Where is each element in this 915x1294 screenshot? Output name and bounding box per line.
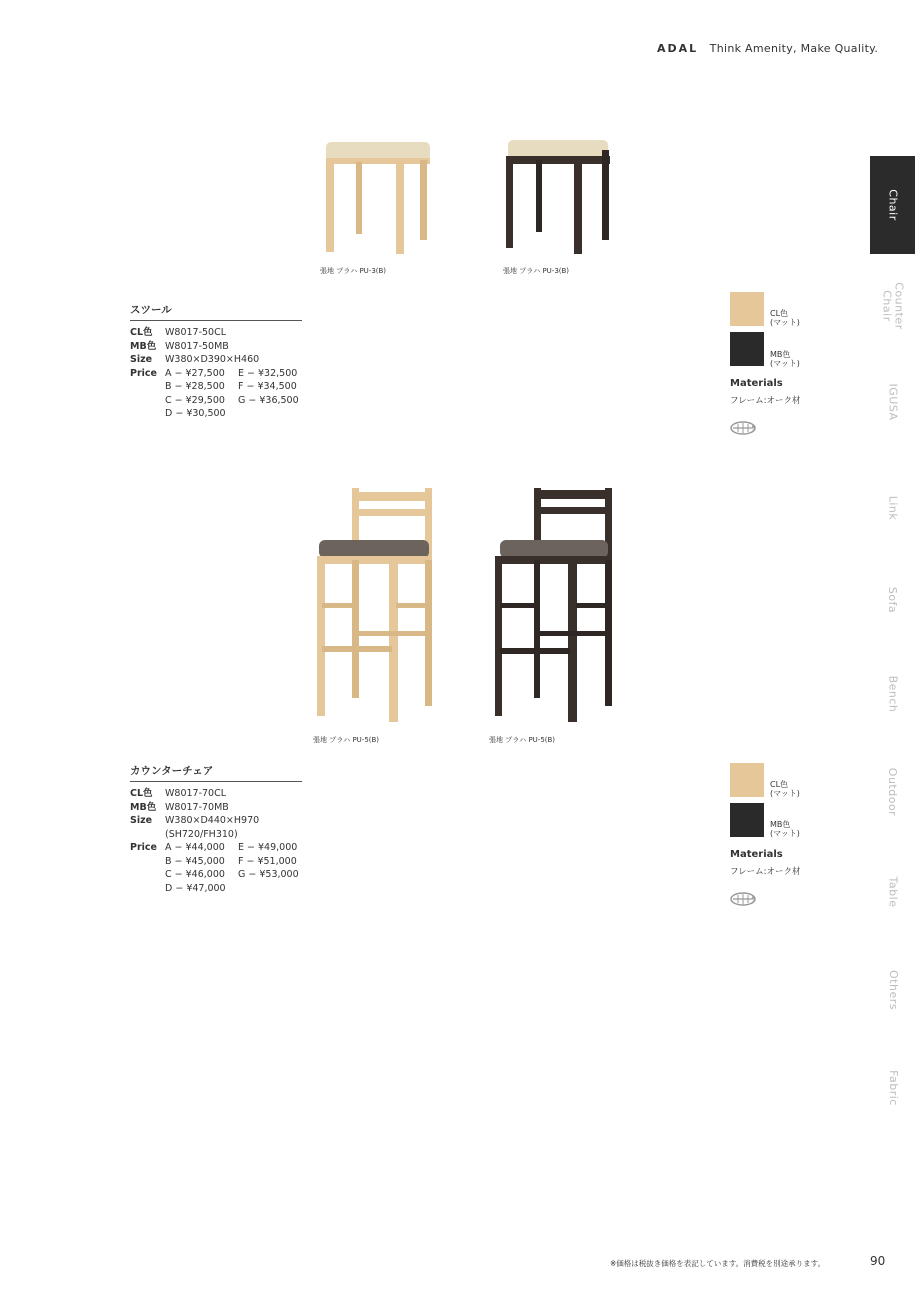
tab-chair[interactable] <box>870 156 915 254</box>
mb-code: W8017-70MB <box>165 801 229 813</box>
counter-swatch-mb-label: MB色 (マット) <box>770 820 800 838</box>
tab-counter-chair[interactable] <box>870 266 915 346</box>
price-b: B − ¥45,000 <box>165 855 225 867</box>
cl-code: W8017-50CL <box>165 327 227 338</box>
price-f: F − ¥51,000 <box>238 855 297 867</box>
counter-mb-caption: 張地 プラハ PU-5(B) <box>489 736 556 744</box>
tab-igusa[interactable] <box>870 372 915 432</box>
tab-others[interactable] <box>870 960 915 1020</box>
stool-materials-title: Materials <box>730 378 783 389</box>
counter-title: カウンターチェア <box>130 763 302 782</box>
price-e: E − ¥32,500 <box>238 367 298 379</box>
counter-swatch-cl-label: CL色 (マット) <box>770 780 800 798</box>
stool-title: スツール <box>130 302 302 321</box>
counter-chair-mb-photo <box>492 486 617 726</box>
counter-swatch-cl <box>730 763 764 797</box>
price-f: F − ¥34,500 <box>238 381 297 392</box>
certification-mark-icon <box>730 421 758 435</box>
price-g: G − ¥53,000 <box>238 869 299 880</box>
tab-label: Chair <box>886 189 900 221</box>
counter-materials-title: Materials <box>730 849 783 860</box>
stool-spec <box>130 302 302 421</box>
tab-label: Sofa <box>886 586 900 614</box>
price-g: G − ¥36,500 <box>238 394 299 406</box>
price-e: E − ¥49,000 <box>238 842 298 853</box>
tab-label: Outdoor <box>886 767 900 817</box>
cl-label: CL色 <box>130 327 153 338</box>
price-b: B − ¥28,500 <box>165 381 225 392</box>
brand-logo: ADAL <box>657 42 699 55</box>
price-label: Price <box>130 842 157 853</box>
stool-swatch-cl <box>730 292 764 326</box>
size-label: Size <box>130 354 153 365</box>
tab-label: Counter Chair <box>880 282 906 330</box>
stool-cl-photo <box>322 138 434 258</box>
tab-bench[interactable] <box>870 664 915 724</box>
tab-label: Fabric <box>886 1070 900 1106</box>
counter-materials-text: フレーム:オーク材 <box>730 867 801 877</box>
tab-label: Bench <box>886 675 900 713</box>
tax-footnote: ※価格は税抜き価格を表記しています。消費税を別途承ります。 <box>610 1259 826 1268</box>
mb-label: MB色 <box>130 801 157 813</box>
price-d: D − ¥30,500 <box>165 408 226 419</box>
counter-chair-spec <box>130 763 302 895</box>
tab-label: Table <box>886 876 900 908</box>
stool-swatch-cl-label: CL色 (マット) <box>770 309 800 327</box>
tab-sofa[interactable] <box>870 570 915 630</box>
stool-mb-caption: 張地 プラハ PU-3(B) <box>503 267 570 275</box>
counter-cl-caption: 張地 プラハ PU-5(B) <box>313 736 380 744</box>
price-list <box>165 367 308 421</box>
size-label: Size <box>130 815 153 826</box>
tab-outdoor[interactable] <box>870 762 915 822</box>
price-a: A − ¥27,500 <box>165 367 225 379</box>
stool-cl-caption: 張地 プラハ PU-3(B) <box>320 267 387 275</box>
page-number: 90 <box>870 1254 886 1268</box>
counter-swatch-mb <box>730 803 764 837</box>
brand-header <box>657 42 878 55</box>
cl-code: W8017-70CL <box>165 788 227 799</box>
price-a: A − ¥44,000 <box>165 842 225 853</box>
tab-label: Link <box>886 495 900 521</box>
size-value: W380×D390×H460 <box>165 354 260 365</box>
mb-label: MB色 <box>130 340 157 352</box>
certification-mark-icon <box>730 892 758 906</box>
price-c: C − ¥29,500 <box>165 394 225 406</box>
tab-label: IGUSA <box>886 383 900 421</box>
stool-materials-text: フレーム:オーク材 <box>730 396 801 406</box>
stool-swatch-mb <box>730 332 764 366</box>
tab-link[interactable] <box>870 478 915 538</box>
tab-label: Others <box>886 970 900 1010</box>
price-d: D − ¥47,000 <box>165 882 226 894</box>
cl-label: CL色 <box>130 788 153 799</box>
tab-fabric[interactable] <box>870 1058 915 1118</box>
price-label: Price <box>130 367 157 379</box>
stool-swatch-mb-label: MB色 (マット) <box>770 350 800 368</box>
mb-code: W8017-50MB <box>165 340 229 352</box>
tab-table[interactable] <box>870 862 915 922</box>
counter-chair-cl-photo <box>312 486 437 726</box>
brand-tagline: Think Amenity, Make Quality. <box>709 42 879 55</box>
size-value: W380×D440×H970 (SH720/FH310) <box>165 815 260 840</box>
price-c: C − ¥46,000 <box>165 869 225 880</box>
price-list <box>165 841 308 895</box>
stool-mb-photo <box>502 138 614 258</box>
